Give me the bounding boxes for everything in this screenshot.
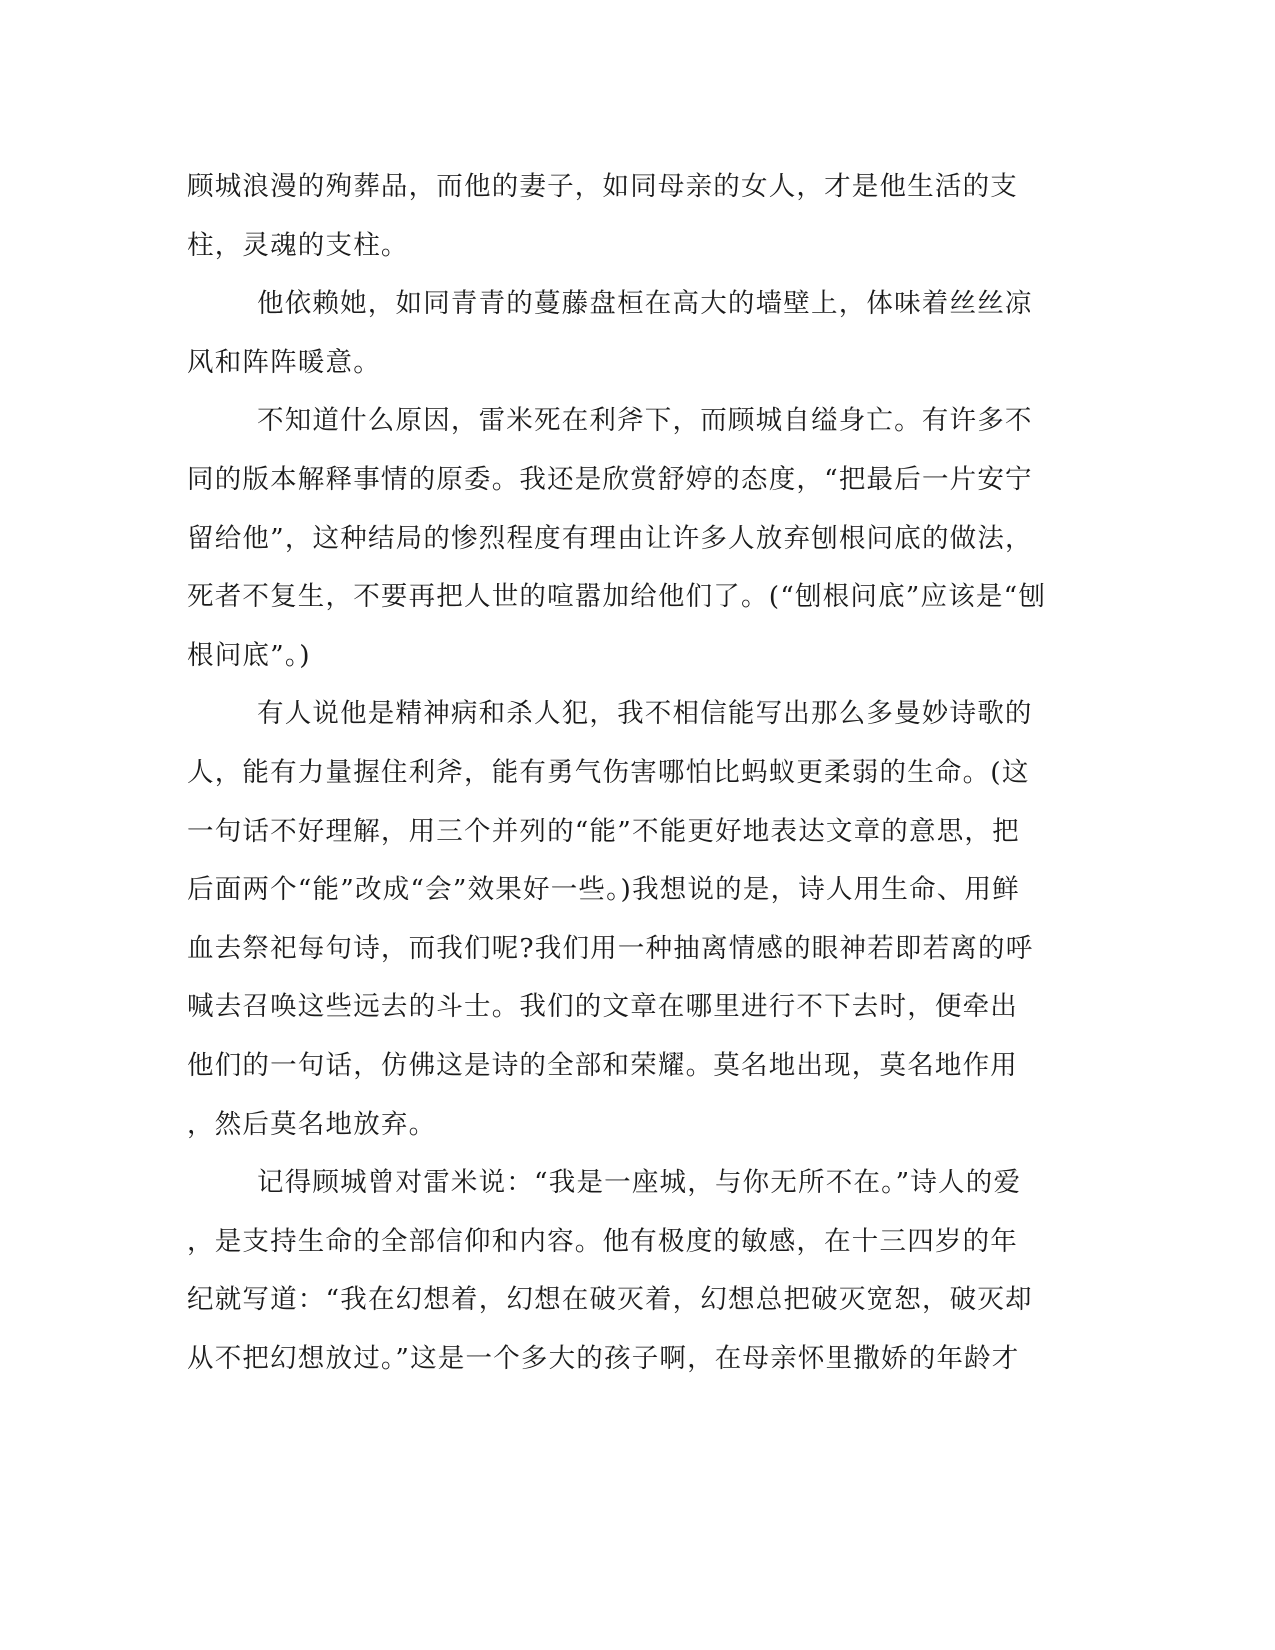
- paragraph-start-line: 有人说他是精神病和杀人犯，我不相信能写出那么多曼妙诗歌的: [257, 698, 1033, 730]
- text-line: 风和阵阵暖意。: [187, 346, 381, 378]
- text-line: 顾城浪漫的殉葬品，而他的妻子，如同母亲的女人，才是他生活的支: [187, 171, 1018, 202]
- text-line: ，是支持生命的全部信仰和内容。他有极度的敏感，在十三四岁的年: [187, 1225, 1018, 1257]
- text-line: 柱，灵魂的支柱。: [187, 229, 409, 261]
- text-line: 一句话不好理解，用三个并列的“能”不能更好地表达文章的意思，把: [187, 815, 1020, 847]
- text-line: 死者不复生，不要再把人世的喧嚣加给他们了。(“刨根问底”应该是“刨: [187, 581, 1047, 613]
- paragraph-start-line: 记得顾城曾对雷米说：“我是一座城，与你无所不在。”诗人的爱: [257, 1167, 1022, 1199]
- text-line: 纪就写道：“我在幻想着，幻想在破灭着，幻想总把破灭宽恕，破灭却: [187, 1284, 1033, 1316]
- text-line: 留给他”，这种结局的惨烈程度有理由让许多人放弃刨根问底的做法，: [187, 522, 1033, 554]
- text-line: 同的版本解释事情的原委。我还是欣赏舒婷的态度，“把最后一片安宁: [187, 463, 1033, 495]
- text-line: 血去祭祀每句诗，而我们呢?我们用一种抽离情感的眼神若即若离的呼: [187, 932, 1034, 964]
- text-line: 从不把幻想放过。”这是一个多大的孩子啊，在母亲怀里撒娇的年龄才: [187, 1342, 1020, 1374]
- text-line: ，然后莫名地放弃。: [187, 1108, 437, 1140]
- paragraph-start-line: 不知道什么原因，雷米死在利斧下，而顾城自缢身亡。有许多不: [257, 405, 1033, 437]
- text-line: 喊去召唤这些远去的斗士。我们的文章在哪里进行不下去时，便牵出: [187, 991, 1018, 1023]
- paragraph-start-line: 他依赖她，如同青青的蔓藤盘桓在高大的墙壁上，体味着丝丝凉: [257, 288, 1033, 320]
- text-line: 后面两个“能”改成“会”效果好一些。)我想说的是，诗人用生命、用鲜: [187, 874, 1020, 906]
- body-text: [187, 158, 1072, 1388]
- text-line: 根问底”。): [187, 639, 311, 671]
- text-line: 人，能有力量握住利斧，能有勇气伤害哪怕比蚂蚁更柔弱的生命。(这: [187, 756, 1030, 788]
- text-line: 他们的一句话，仿佛这是诗的全部和荣耀。莫名地出现，莫名地作用: [187, 1049, 1018, 1081]
